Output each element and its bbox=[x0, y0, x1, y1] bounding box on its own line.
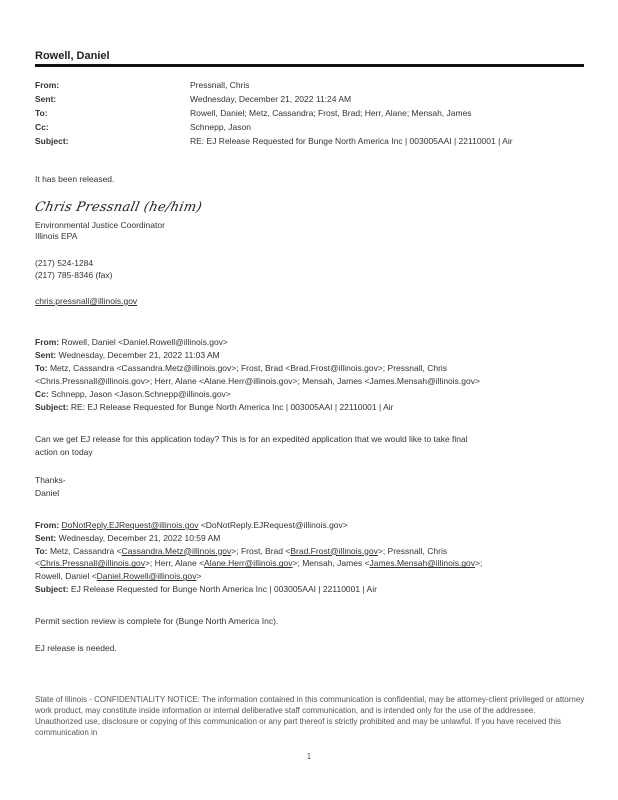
reply1-from-label: From: bbox=[35, 337, 60, 347]
reply2-from-label: From: bbox=[35, 520, 60, 530]
reply2-to-email-pressnall[interactable]: Chris.Pressnall@illinois.gov bbox=[39, 558, 145, 569]
reply1-to-line1: Metz, Cassandra <Cassandra.Metz@illinois.gov>; Frost, Brad <Brad.Frost@illinois.gov>; Pressnall, Chris bbox=[49, 363, 448, 373]
reply2-subject-value: EJ Release Requested for Bunge North America Inc | 003005AAI | 22110001 | Air bbox=[70, 583, 377, 594]
document-owner-name: Rowell, Daniel bbox=[35, 50, 110, 62]
signature-block bbox=[35, 220, 165, 242]
reply2-to3-a: Rowell, Daniel < bbox=[35, 571, 97, 582]
reply2-sent-value: Wednesday, December 21, 2022 10:59 AM bbox=[58, 532, 221, 543]
header-rule bbox=[35, 64, 584, 67]
reply2-to2-a: < bbox=[35, 558, 40, 569]
reply1-sent-label: Sent: bbox=[35, 350, 57, 360]
header-subject-row bbox=[35, 134, 513, 148]
header-to-row bbox=[35, 106, 472, 120]
signature-contact bbox=[35, 257, 113, 281]
subject-label: Subject: bbox=[35, 136, 69, 146]
to-value: Rowell, Daniel; Metz, Cassandra; Frost, Brad; Herr, Alane; Mensah, James bbox=[190, 108, 472, 118]
reply1-to-line2: <Chris.Pressnall@illinois.gov>; Herr, Alane <Alane.Herr@illinois.gov>; Mensah, James <James.Mensah@illinois.gov> bbox=[35, 376, 480, 386]
reply2-subject-label: Subject: bbox=[35, 583, 69, 594]
page-number: 1 bbox=[306, 752, 312, 761]
reply1-from-value: Rowell, Daniel <Daniel.Rowell@illinois.gov> bbox=[61, 337, 228, 347]
reply2-from-bracket: <DoNotReply.EJRequest@illinois.gov> bbox=[200, 520, 348, 530]
reply1-cc-value: Schnepp, Jason <Jason.Schnepp@illinois.gov> bbox=[51, 389, 231, 399]
reply2-to-email-mensah[interactable]: James.Mensah@illinois.gov bbox=[369, 558, 476, 569]
reply2-to-email-metz[interactable]: Cassandra.Metz@illinois.gov bbox=[121, 545, 232, 556]
reply1-to-label: To: bbox=[35, 363, 48, 373]
reply2-to3-c: > bbox=[196, 571, 202, 582]
reply1-thanks: Thanks- bbox=[35, 475, 66, 485]
body-released: It has been released. bbox=[35, 174, 115, 184]
header-sent-row bbox=[35, 92, 351, 106]
cc-value: Schnepp, Jason bbox=[190, 122, 251, 132]
reply1-body bbox=[35, 433, 468, 459]
subject-value: RE: EJ Release Requested for Bunge North America Inc | 003005AAI | 22110001 | Air bbox=[190, 136, 513, 146]
reply1-closing bbox=[35, 474, 66, 500]
signature-fax: (217) 785-8346 (fax) bbox=[35, 270, 113, 280]
reply2-to-email-frost[interactable]: Brad.Frost@illinois.gov bbox=[290, 545, 378, 556]
signature-org: Illinois EPA bbox=[35, 231, 78, 241]
confidentiality-notice: State of Illinois - CONFIDENTIALITY NOTICE: The information contained in this communication is confidential, may be attorney-client privileged or attorney work product, may constitute inside information or internal deliberative staff communication, and is intended only for the use of the addressee. Unauthorized use, disclosure or copying of this communication or any part thereof is strictly prohibited and may be unlawful. If you have received this communication in bbox=[35, 695, 585, 737]
handwritten-signature: Chris Pressnall (he/him) bbox=[33, 200, 204, 215]
reply2-to-label: To: bbox=[35, 545, 48, 556]
reply2-header bbox=[35, 519, 482, 596]
reply1-header bbox=[35, 336, 480, 414]
signature-email-link[interactable]: chris.pressnall@illinois.gov bbox=[35, 296, 138, 306]
from-value: Pressnall, Chris bbox=[190, 80, 250, 90]
reply2-to-c: >; Frost, Brad < bbox=[231, 545, 291, 556]
reply1-cc-label: Cc: bbox=[35, 389, 49, 399]
reply2-to-a: Metz, Cassandra < bbox=[49, 545, 122, 556]
to-label: To: bbox=[35, 108, 48, 118]
reply2-from-link[interactable]: DoNotReply.EJRequest@illinois.gov bbox=[61, 520, 199, 530]
reply1-body-line2: action on today bbox=[35, 447, 93, 457]
reply2-to2-c: >; Herr, Alane < bbox=[144, 558, 205, 569]
sent-value: Wednesday, December 21, 2022 11:24 AM bbox=[190, 94, 352, 104]
reply2-to2-e: >; Mensah, James < bbox=[292, 558, 370, 569]
reply2-to-email-herr[interactable]: Alane.Herr@illinois.gov bbox=[204, 558, 293, 569]
reply2-body1: Permit section review is complete for (Bunge North America Inc). bbox=[35, 616, 279, 626]
reply1-subject-label: Subject: bbox=[35, 402, 69, 412]
reply1-subject-value: RE: EJ Release Requested for Bunge North America Inc | 003005AAI | 22110001 | Air bbox=[70, 402, 394, 412]
reply2-body2: EJ release is needed. bbox=[35, 643, 117, 653]
signature-phone: (217) 524-1284 bbox=[35, 258, 94, 268]
sent-label: Sent: bbox=[35, 94, 57, 104]
reply2-to-email-rowell[interactable]: Daniel.Rowell@illinois.gov bbox=[96, 571, 197, 582]
from-label: From: bbox=[35, 80, 60, 90]
signature-title: Environmental Justice Coordinator bbox=[35, 220, 165, 230]
reply1-sent-value: Wednesday, December 21, 2022 11:03 AM bbox=[58, 350, 220, 360]
reply2-to2-g: >; bbox=[475, 558, 483, 569]
reply1-body-line1: Can we get EJ release for this application today? This is for an expedited application that we would like to take final bbox=[35, 434, 468, 444]
header-cc-row bbox=[35, 120, 251, 134]
reply2-to-e: >; Pressnall, Chris bbox=[377, 545, 448, 556]
reply2-sent-label: Sent: bbox=[35, 532, 57, 543]
cc-label: Cc: bbox=[35, 122, 49, 132]
header-from-row bbox=[35, 78, 250, 92]
reply1-signoff: Daniel bbox=[35, 488, 60, 498]
